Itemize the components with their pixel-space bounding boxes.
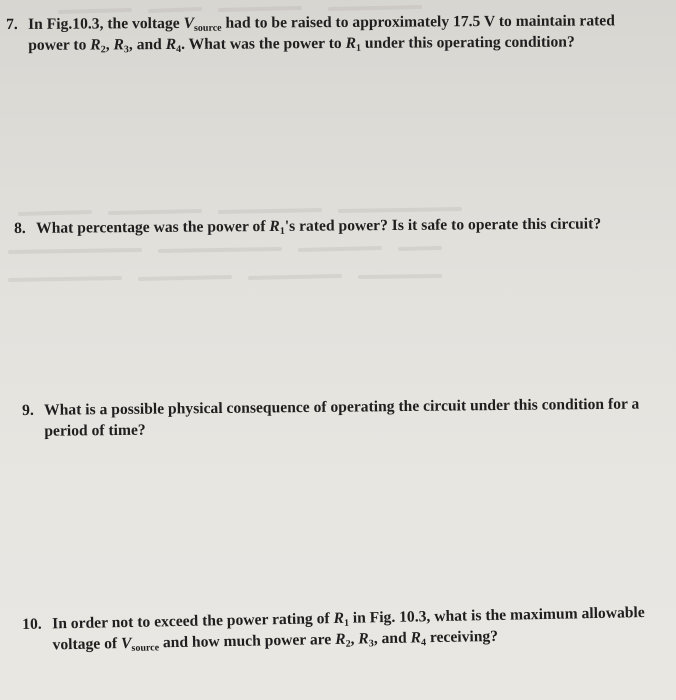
question-9-number: 9. [22, 401, 34, 419]
question-8-number: 8. [14, 219, 26, 237]
question-9 [22, 393, 676, 442]
question-10-line-2: voltage of $V_{source}$ and how much power are $R_2$, $R_3$, and $R_4$ receiving? [52, 627, 499, 654]
question-8-line-1: 8. What percentage was the power of $R_1's$ rated power? Is it safe to operate this circuit? [14, 215, 602, 237]
question-9-line-1: 9. What is a possible physical consequence of operating the circuit under this condition for a [22, 395, 640, 419]
question-7-line-1: 7. In Fig.10.3, the voltage $V_{source}$ had to be raised to approximately 17.5 V to maintain rated [6, 12, 615, 34]
question-7 [6, 10, 666, 56]
voltage-symbol: V [183, 14, 195, 32]
question-7-number: 7. [6, 15, 18, 33]
question-8 [14, 213, 674, 239]
question-10-number: 10. [22, 615, 42, 633]
question-7-line-2: power to $R_2$, $R_3$, and $R_4$. What was the power to $R_1$ under this operating condition? [28, 33, 575, 56]
question-9-line-2: period of time? [44, 421, 146, 440]
question-10 [22, 601, 676, 656]
question-10-line-1: 10. In order not to exceed the power rating of $R_1$ in Fig. 10.3, what is the maximum allowable [22, 604, 645, 633]
